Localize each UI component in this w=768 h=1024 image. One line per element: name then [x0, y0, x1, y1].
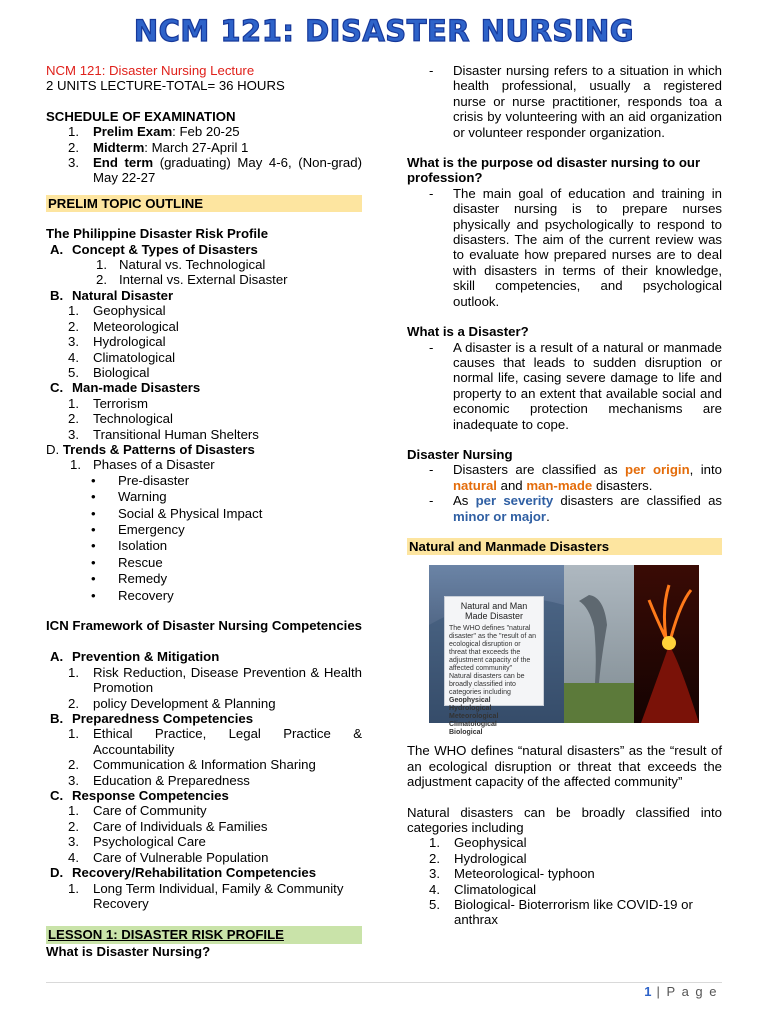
- icn-heading: ICN Framework of Disaster Nursing Competencies: [46, 618, 362, 633]
- left-column: [46, 63, 362, 959]
- list-item: 2. Care of Individuals & Families: [68, 818, 268, 834]
- icn-a: A. Prevention & Mitigation 1. Risk Reduction, Disease Prevention & Health Promotion 2. policy Development & Planning: [46, 649, 362, 711]
- lecture-title: NCM 121: Disaster Nursing Lecture: [46, 63, 255, 78]
- list-item: 4. Climatological: [68, 349, 176, 365]
- list-item: 1. Geophysical: [68, 303, 166, 319]
- list-item: 2. policy Development & Planning: [68, 695, 276, 711]
- right-column: [407, 63, 722, 928]
- disaster-figure: [429, 565, 699, 737]
- list-item: 3. Psychological Care: [68, 834, 206, 850]
- list-item: 1. Phases of a Disaster: [70, 457, 215, 473]
- schedule-list: [46, 124, 362, 186]
- list-item: 3. Transitional Human Shelters: [68, 426, 259, 442]
- list-item: • Recovery: [91, 587, 174, 603]
- page-footer: 1 | P a g e: [644, 984, 718, 999]
- icn-b: B. Preparedness Competencies 1. Ethical Practice, Legal Practice & Accountability 2. Communication & Information Sharing 3. Education & Preparedness: [46, 711, 362, 788]
- list-item: • Pre-disaster: [91, 472, 190, 488]
- lesson1-heading: LESSON 1: DISASTER RISK PROFILE: [46, 926, 362, 943]
- natural-manmade-heading: Natural and Manmade Disasters: [407, 538, 722, 555]
- question-disaster: What is a Disaster?: [407, 324, 529, 340]
- list-item: 5. Biological: [68, 364, 150, 380]
- list-item: 1. Prelim Exam: Feb 20-25: [68, 124, 240, 140]
- list-item: • Social & Physical Impact: [91, 505, 263, 521]
- units-line: 2 UNITS LECTURE-TOTAL= 36 HOURS: [46, 78, 285, 94]
- icn-d: D. Recovery/Rehabilitation Competencies 1. Long Term Individual, Family & Community Recovery: [46, 865, 362, 911]
- list-item: 1. Terrorism: [68, 395, 148, 411]
- outline-list: [46, 242, 362, 603]
- list-item: 1. Geophysical: [429, 835, 527, 851]
- classify-severity: - As per severity disasters are classified as minor or major.: [429, 493, 722, 524]
- categories-list: [407, 835, 722, 927]
- icn-list: [46, 649, 362, 911]
- phases-list: [46, 473, 362, 603]
- list-item: • Isolation: [91, 538, 168, 554]
- list-item: 2. Hydrological: [429, 850, 527, 866]
- purpose-text: - The main goal of education and training in disaster nursing is to prepare nurses physically and psychologically to respond to disasters. The aim of the current review was to evaluate how prepared nurses are to deal with disasters in terms of their knowledge, skill competencies, and psychological outlook.: [429, 185, 722, 309]
- classify-origin: - Disasters are classified as per origin, into natural and man-made disasters.: [429, 462, 723, 493]
- schedule-heading: SCHEDULE OF EXAMINATION: [46, 108, 236, 124]
- list-item: 1. Long Term Individual, Family & Community Recovery: [68, 880, 344, 911]
- who-definition: The WHO defines “natural disasters” as the “result of an ecological disruption or threat that exceeds the adjustment capacity of the affected community”: [407, 743, 722, 790]
- list-item: 1. Care of Community: [68, 803, 207, 819]
- list-item: 2. Meteorological: [68, 318, 179, 334]
- question-purpose: What is the purpose od disaster nursing to our profession?: [407, 155, 701, 186]
- list-item: 3. Hydrological: [68, 334, 166, 350]
- section-d: D. Trends & Patterns of Disasters 1. Phases of a Disaster • Pre-disaster • Warning • Social & Physical Impact • Emergency • Isolation • Rescue • Remedy • Recovery: [46, 442, 362, 603]
- disaster-def: - A disaster is a result of a natural or manmade causes that leads to sudden disruption or normal life, casing severe damage to life and property to an extent that available social and economic protection mechanisms are inadequate to cope.: [429, 339, 722, 432]
- list-item: 3. Meteorological- typhoon: [429, 866, 595, 882]
- question-disaster-nursing: What is Disaster Nursing?: [46, 943, 211, 959]
- broad-classification: Natural disasters can be broadly classified into categories including: [407, 804, 722, 835]
- list-item: 1. Risk Reduction, Disease Prevention & Health Promotion: [68, 664, 362, 696]
- list-item: 3. Education & Preparedness: [68, 772, 250, 788]
- prelim-outline-heading: PRELIM TOPIC OUTLINE: [46, 195, 362, 212]
- footer-divider: [46, 982, 722, 983]
- list-item: • Emergency: [91, 521, 185, 537]
- icn-c: C. Response Competencies 1. Care of Community 2. Care of Individuals & Families 3. Psychological Care 4. Care of Vulnerable Population: [46, 788, 362, 865]
- profile-heading: The Philippine Disaster Risk Profile: [46, 226, 269, 242]
- list-item: 1. Natural vs. Technological: [96, 257, 266, 273]
- list-item: 2. Technological: [68, 411, 173, 427]
- def-nursing: - Disaster nursing refers to a situation in which health professional, usually a registered nurse or nurse practitioner, responds toa a crisis by volunteering with an aid organization or volunteer responder organization.: [429, 63, 722, 140]
- list-item: • Rescue: [91, 554, 163, 570]
- section-b: B. Natural Disaster 1. Geophysical 2. Meteorological 3. Hydrological 4. Climatological 5. Biological: [46, 288, 362, 380]
- list-item: 3. End term (graduating) May 4-6, (Non-grad) May 22-27: [68, 155, 362, 186]
- list-item: • Remedy: [91, 571, 168, 587]
- section-c: C. Man-made Disasters 1. Terrorism 2. Technological 3. Transitional Human Shelters: [46, 380, 362, 442]
- list-item: 5. Biological- Bioterrorism like COVID-19 or anthrax: [429, 897, 693, 928]
- section-a: A. Concept & Types of Disasters 1. Natural vs. Technological 2. Internal vs. External Disaster: [46, 242, 362, 288]
- list-item: 1. Ethical Practice, Legal Practice & Accountability: [68, 726, 362, 757]
- list-item: 2. Midterm: March 27-April 1: [68, 139, 249, 155]
- list-item: • Warning: [91, 489, 167, 505]
- figure-caption-box: Natural and Man Made Disaster The WHO defines "natural disaster" as the "result of an ecological disruption or threat that exceeds the adjustment capacity of the affected community" Natural disasters can be broadly classified into categories including Geophysical Hydrological Meteorological Climatological Biological: [444, 596, 544, 706]
- list-item: 2. Internal vs. External Disaster: [96, 272, 288, 288]
- document-title: NCM 121: DISASTER NURSING: [133, 14, 635, 48]
- list-item: 4. Climatological: [429, 881, 537, 897]
- disaster-nursing-heading: Disaster Nursing: [407, 446, 513, 462]
- list-item: 2. Communication & Information Sharing: [68, 757, 316, 773]
- list-item: 4. Care of Vulnerable Population: [68, 849, 269, 865]
